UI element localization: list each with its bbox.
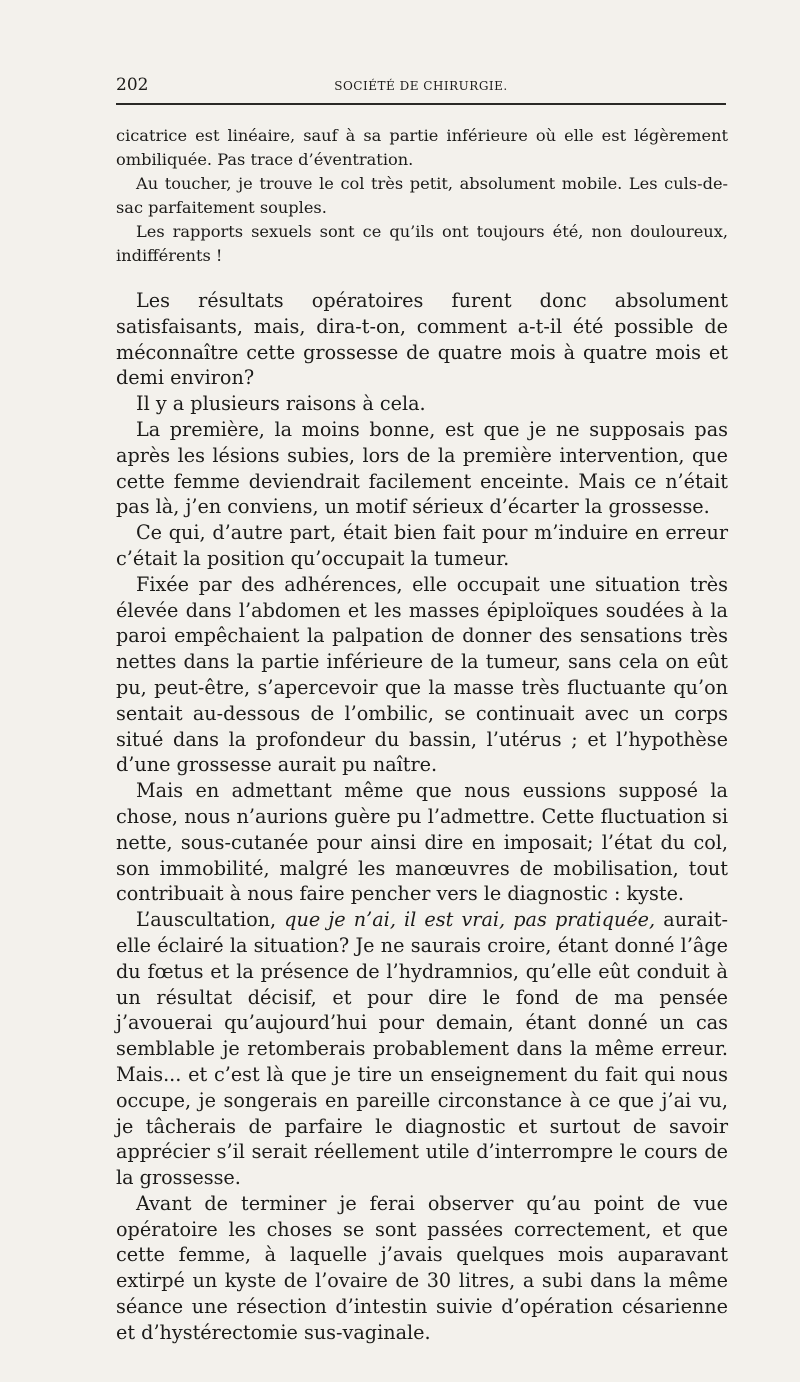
page-header — [116, 74, 726, 98]
small-print-section — [116, 124, 728, 268]
paragraph-7 — [116, 907, 728, 1191]
header-rule — [116, 103, 726, 105]
paragraph-7-start: L’auscultation, — [136, 908, 285, 932]
paragraph-3: La première, la moins bonne, est que je ne supposais pas après les lésions subies, lors de la première intervention, que cette femme deviendrait facilement enceinte. Mais ce n’était pas là, j’en conviens, un motif sérieux d’écarter la grossesse. — [116, 417, 728, 519]
paragraph-5: Fixée par des adhérences, elle occupait une situation très élevée dans l’abdomen et les masses épiploïques soudées à la paroi empêchaient la palpation de donner des sensations très nettes dans la partie inférieure de la tumeur, sans cela on eût pu, peut-être, s’apercevoir que la masse très fluctuante qu’on sentait au-dessous de l’ombilic, se continuait avec un corps situé dans la profondeur du bassin, l’utérus ; et l’hypothèse d’une grossesse aurait pu naître. — [116, 572, 728, 777]
paragraph-7-end: aurait-elle éclairé la situation? Je ne saurais croire, étant donné l’âge du fœtus et la présence de l’hydramnios, qu’elle eût conduit à un résultat décisif, et pour dire le fond de ma pensée j’avouerai qu’aujourd’hui pour demain, étant donné un cas semblable je retomberais probablement dans la même erreur. Mais... et c’est là que je tire un enseignement du fait qui nous occupe, je songerais en pareille circonstance à ce que j’ai vu, je tâcherais de parfaire le diagnostic et surtout de savoir apprécier s’il serait réellement utile d’interrompre le cours de la grossesse. — [116, 908, 728, 1190]
paragraph-2: Il y a plusieurs raisons à cela. — [136, 392, 426, 416]
paragraph-6: Mais en admettant même que nous eussions supposé la chose, nous n’aurions guère pu l’admettre. Cette fluctuation si nette, sous-cutanée pour ainsi dire en imposait; l’état du col, son immobilité, malgré les manœuvres de mobilisation, tout contribuait à nous faire pencher vers le diagnostic : kyste. — [116, 779, 728, 906]
paragraph-8: Avant de terminer je ferai observer qu’au point de vue opératoire les choses se sont passées correctement, et que cette femme, à laquelle j’avais quelques mois auparavant extirpé un kyste de l’ovaire de 30 litres, a subi dans la même séance une résection d’intestin suivie d’opération césarienne et d’hystérectomie sus-vaginale. — [116, 1191, 728, 1344]
small-paragraph-1: cicatrice est linéaire, sauf à sa partie inférieure où elle est légèrement ombiliquée. Pas trace d’éventration. — [116, 126, 728, 169]
page-number: 202 — [116, 75, 149, 95]
running-title: SOCIÉTÉ DE CHIRURGIE. — [334, 79, 508, 93]
paragraph-1: Les résultats opératoires furent donc absolument satisfaisants, mais, dira-t-on, comment a-t-il été possible de méconnaître cette grossesse de quatre mois à quatre mois et demi environ? — [116, 289, 728, 390]
small-paragraph-2: Au toucher, je trouve le col très petit, absolument mobile. Les culs-de-sac parfaitement souples. — [116, 174, 728, 217]
paragraph-7-italic: que je n’ai, il est vrai, pas pratiquée, — [284, 908, 656, 932]
main-text-section — [116, 288, 728, 1346]
paragraph-4: Ce qui, d’autre part, était bien fait pour m’induire en erreur c’était la position qu’occupait la tumeur. — [116, 521, 728, 570]
small-paragraph-3: Les rapports sexuels sont ce qu’ils ont toujours été, non douloureux, indifférents ! — [116, 222, 728, 265]
